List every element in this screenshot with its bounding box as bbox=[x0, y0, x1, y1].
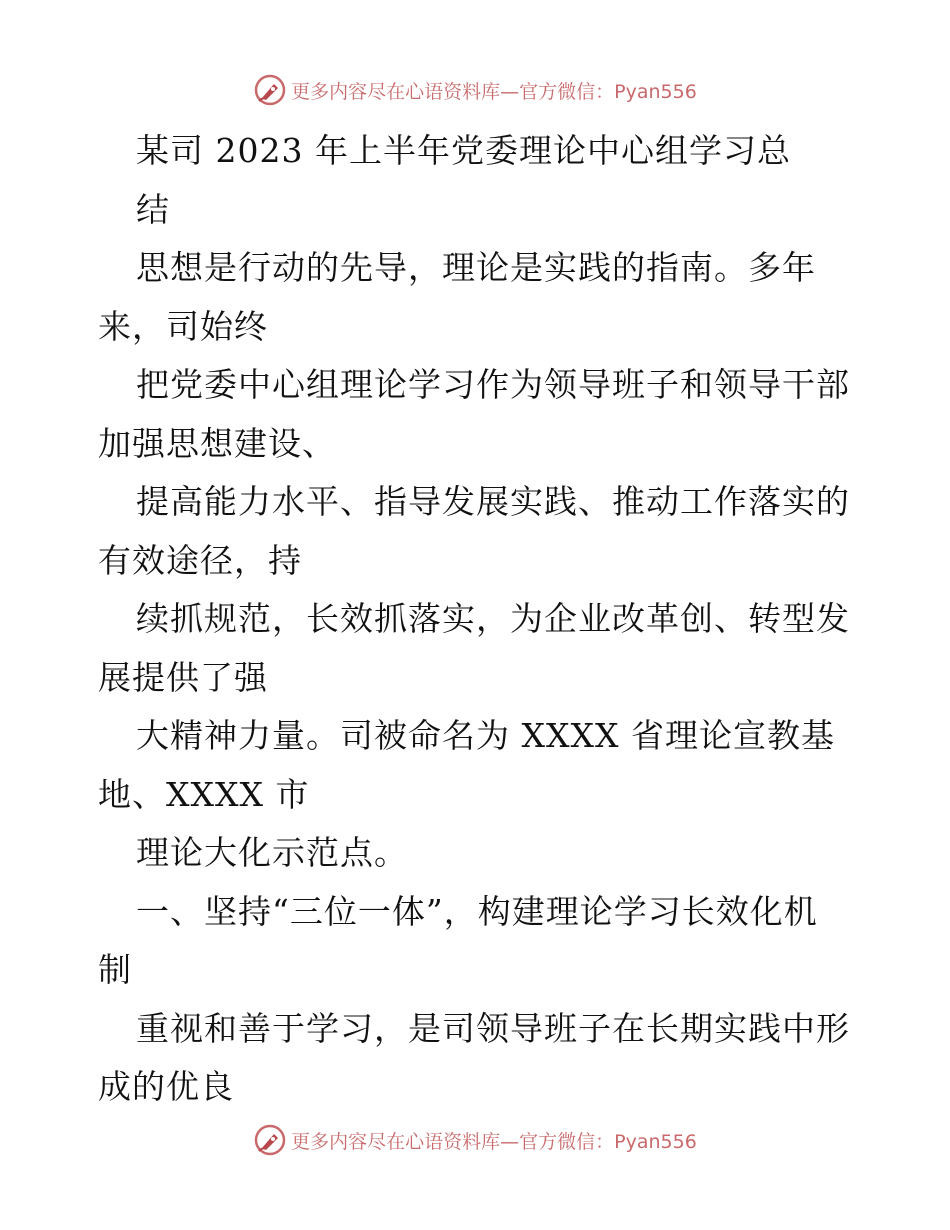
text-line: 来，司始终 bbox=[98, 306, 268, 346]
text-line: 有效途径，持 bbox=[98, 540, 302, 580]
text-line: 思想是行动的先导，理论是实践的指南。多年 bbox=[136, 248, 816, 287]
text-line: 地、XXXX 市 bbox=[98, 774, 310, 814]
text-line: 加强思想建设、 bbox=[98, 423, 336, 463]
text-line: 大精神力量。司被命名为 XXXX 省理论宣教基 bbox=[136, 716, 835, 755]
watermark-header bbox=[0, 70, 950, 110]
text-line: 理论大化示范点。 bbox=[136, 833, 408, 872]
text-line: 成的优良 bbox=[98, 1067, 234, 1106]
text-line: 把党委中心组理论学习作为领导班子和领导干部 bbox=[136, 365, 850, 404]
pen-nib-logo-icon bbox=[253, 73, 287, 107]
text-line: 续抓规范，长效抓落实，为企业改革创、转型发 bbox=[136, 599, 850, 638]
text-line: 制 bbox=[98, 950, 132, 989]
text-line: 某司 2023 年上半年党委理论中心组学习总 bbox=[136, 131, 791, 170]
watermark-footer bbox=[0, 1120, 950, 1160]
text-line: 一、坚持“三位一体”，构建理论学习长效化机 bbox=[136, 891, 818, 931]
document-body bbox=[98, 122, 858, 1117]
text-line: 展提供了强 bbox=[98, 657, 268, 697]
text-line: 结 bbox=[136, 189, 170, 229]
watermark-text: 更多内容尽在心语资料库—官方微信：Pyan556 bbox=[291, 1130, 697, 1153]
text-line: 提高能力水平、指导发展实践、推动工作落实的 bbox=[136, 482, 850, 521]
text-line: 重视和善于学习，是司领导班子在长期实践中形 bbox=[136, 1008, 850, 1048]
watermark-text: 更多内容尽在心语资料库—官方微信：Pyan556 bbox=[291, 80, 697, 103]
pen-nib-logo-icon bbox=[253, 1123, 287, 1157]
